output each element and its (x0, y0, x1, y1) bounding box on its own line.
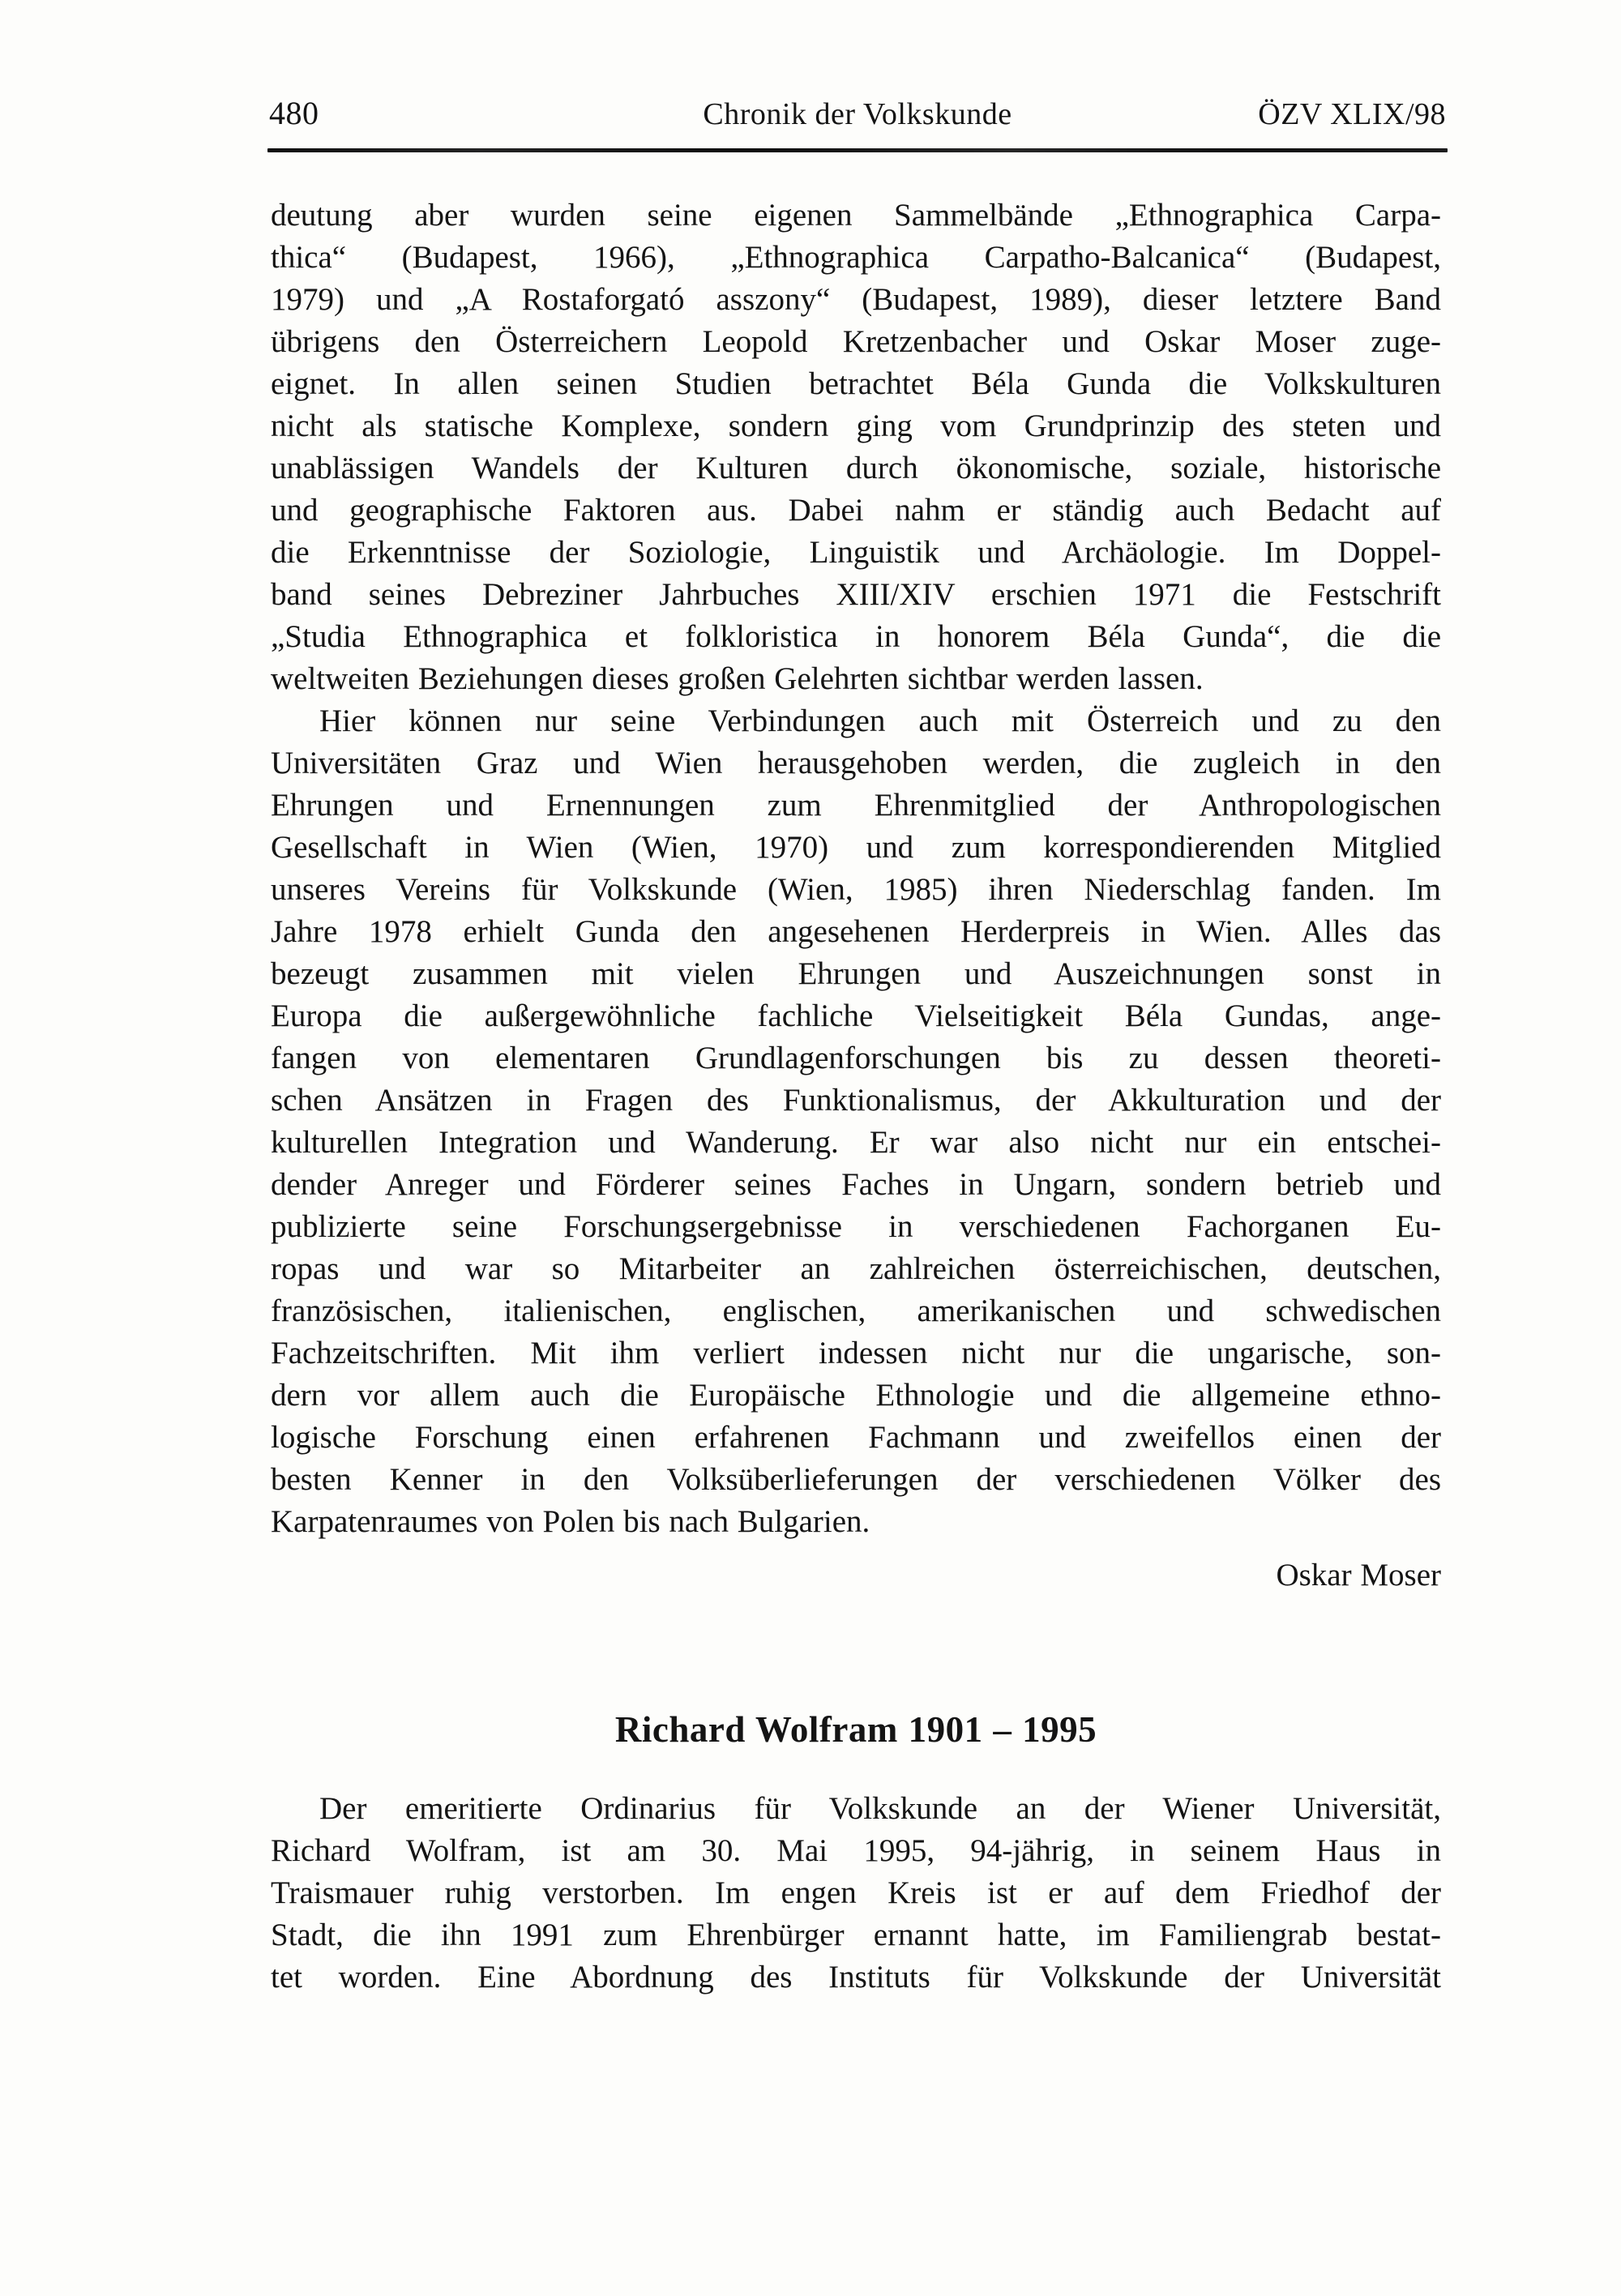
text-line: Universitäten Graz und Wien herausgehoben werden, die zugleich in den (271, 746, 1441, 780)
text-line: Der emeritierte Ordinarius für Volkskunde an der Wiener Universität, (319, 1791, 1441, 1826)
page-body (271, 195, 1441, 1999)
text-line: publizierte seine Forschungsergebnisse in verschiedenen Fachorganen Eu- (271, 1209, 1441, 1244)
text-line: besten Kenner in den Volksüberlieferungen der verschiedenen Völker des (271, 1462, 1441, 1497)
text-line: Karpatenraumes von Polen bis nach Bulgarien. (271, 1504, 870, 1539)
text-line: bezeugt zusammen mit vielen Ehrungen und Auszeichnungen sonst in (271, 956, 1441, 991)
text-line: Richard Wolfram, ist am 30. Mai 1995, 94-jährig, in seinem Haus in (271, 1833, 1441, 1868)
text-line: deutung aber wurden seine eigenen Sammelbände „Ethnographica Carpa- (271, 198, 1441, 233)
text-line: eignet. In allen seinen Studien betrachtet Béla Gunda die Volkskulturen (271, 366, 1441, 401)
header-rule (267, 148, 1448, 152)
text-line: Europa die außergewöhnliche fachliche Vielseitigkeit Béla Gundas, ange- (271, 998, 1441, 1033)
author-signature: Oskar Moser (1276, 1558, 1441, 1593)
running-header (269, 94, 1446, 132)
wolfram-obituary-article (271, 1707, 1441, 1999)
text-line: französischen, italienischen, englischen, amerikanischen und schwedischen (271, 1293, 1441, 1328)
gunda-obituary-article (271, 195, 1441, 1597)
text-line: Jahre 1978 erhielt Gunda den angesehenen Herderpreis in Wien. Alles das (271, 914, 1441, 949)
text-line: nicht als statische Komplexe, sondern ging vom Grundprinzip des steten und (271, 408, 1441, 443)
text-line: und geographische Faktoren aus. Dabei nahm er ständig auch Bedacht auf (271, 493, 1441, 528)
gunda-paragraphs (271, 195, 1441, 1543)
text-line: die Erkenntnisse der Soziologie, Linguistik und Archäologie. Im Doppel- (271, 535, 1441, 570)
text-line: Stadt, die ihn 1991 zum Ehrenbürger ernannt hatte, im Familiengrab bestat- (271, 1918, 1441, 1952)
text-line: Fachzeitschriften. Mit ihm verliert indessen nicht nur die ungarische, son- (271, 1336, 1441, 1370)
article-heading: Richard Wolfram 1901 – 1995 (614, 1709, 1097, 1750)
running-title: Chronik der Volkskunde (703, 97, 1012, 131)
text-line: schen Ansätzen in Fragen des Funktionalismus, der Akkulturation und der (271, 1083, 1441, 1118)
text-line: kulturellen Integration und Wanderung. Er war also nicht nur ein entschei- (271, 1125, 1441, 1160)
text-line: tet worden. Eine Abordnung des Instituts für Volkskunde der Universität (271, 1960, 1441, 1995)
text-line: übrigens den Österreichern Leopold Kretzenbacher und Oskar Moser zuge- (271, 324, 1441, 359)
text-line: „Studia Ethnographica et folkloristica in honorem Béla Gunda“, die die (271, 619, 1441, 654)
text-line: dern vor allem auch die Europäische Ethnologie und die allgemeine ethno- (271, 1378, 1441, 1413)
page-number: 480 (269, 95, 319, 131)
text-line: fangen von elementaren Grundlagenforschungen bis zu dessen theoreti- (271, 1041, 1441, 1075)
text-line: 1979) und „A Rostaforgató asszony“ (Budapest, 1989), dieser letztere Band (271, 282, 1441, 317)
text-line: band seines Debreziner Jahrbuches XIII/XIV erschien 1971 die Festschrift (271, 577, 1441, 612)
text-line: unseres Vereins für Volkskunde (Wien, 1985) ihren Niederschlag fanden. Im (271, 872, 1441, 907)
wolfram-paragraphs (271, 1788, 1441, 1999)
text-line: dender Anreger und Förderer seines Faches in Ungarn, sondern betrieb und (271, 1167, 1441, 1202)
text-line: Gesellschaft in Wien (Wien, 1970) und zum korrespondierenden Mitglied (271, 830, 1441, 865)
text-line: ropas und war so Mitarbeiter an zahlreichen österreichischen, deutschen, (271, 1251, 1441, 1286)
text-line: Traismauer ruhig verstorben. Im engen Kreis ist er auf dem Friedhof der (271, 1875, 1441, 1910)
text-line: logische Forschung einen erfahrenen Fachmann und zweifellos einen der (271, 1420, 1441, 1455)
text-line: Ehrungen und Ernennungen zum Ehrenmitglied der Anthropologischen (271, 788, 1441, 823)
text-line: Hier können nur seine Verbindungen auch mit Österreich und zu den (319, 703, 1441, 738)
journal-reference: ÖZV XLIX/98 (1258, 97, 1446, 131)
text-line: weltweiten Beziehungen dieses großen Gelehrten sichtbar werden lassen. (271, 661, 1204, 696)
text-line: thica“ (Budapest, 1966), „Ethnographica Carpatho-Balcanica“ (Budapest, (271, 240, 1441, 275)
text-line: unablässigen Wandels der Kulturen durch ökonomische, soziale, historische (271, 451, 1441, 485)
